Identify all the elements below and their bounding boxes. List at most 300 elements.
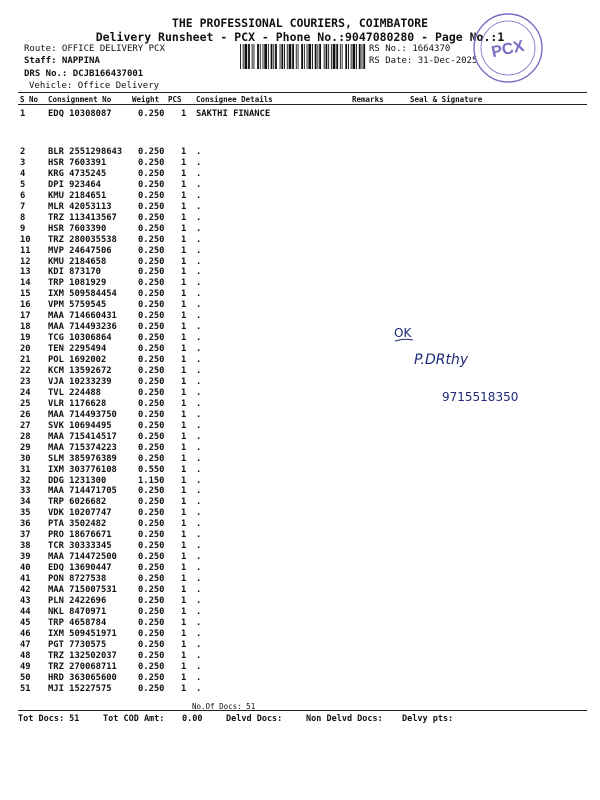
row-weight: 0.250 xyxy=(138,201,165,212)
row-sno: 31 xyxy=(20,464,31,475)
table-row xyxy=(0,344,600,355)
row-consignee-details: . xyxy=(196,256,202,267)
row-pcs: 1 xyxy=(181,639,187,650)
delvy-pts: Delvy pts: xyxy=(402,714,454,724)
table-row xyxy=(0,257,600,268)
row-sno: 46 xyxy=(20,628,31,639)
row-consignment-no: TEN 2295494 xyxy=(48,344,107,355)
row-pcs: 1 xyxy=(181,672,187,683)
row-consignee-details: . xyxy=(196,639,202,650)
row-consignee-details: . xyxy=(196,267,202,278)
row-consignee-details: . xyxy=(196,245,202,256)
row-sno: 39 xyxy=(20,552,31,563)
row-pcs: 1 xyxy=(181,398,187,409)
table-header-rule xyxy=(18,104,587,105)
table-row xyxy=(0,607,600,618)
pcx-stamp xyxy=(468,10,548,90)
table-row xyxy=(0,267,600,278)
tot-cod-value: 0.00 xyxy=(182,714,203,724)
row-weight: 0.250 xyxy=(138,661,165,672)
rs-date: RS Date: 31-Dec-2025 xyxy=(369,56,478,66)
row-consignee-details: . xyxy=(196,278,202,289)
table-bottom-rule xyxy=(18,710,587,711)
row-consignment-no: BLR 2551298643 xyxy=(48,147,123,157)
row-consignee-details: . xyxy=(196,333,202,344)
row-consignment-no: TRZ 132502037 xyxy=(48,650,117,661)
row-consignee-details: . xyxy=(196,344,202,355)
table-top-rule xyxy=(18,92,587,93)
row-consignee-details: . xyxy=(196,366,202,376)
row-sno: 34 xyxy=(20,497,31,508)
row-pcs: 1 xyxy=(181,409,187,420)
row-sno: 22 xyxy=(20,366,31,376)
row-weight: 0.250 xyxy=(138,190,165,201)
row-pcs: 1 xyxy=(181,234,187,245)
table-row xyxy=(0,552,600,563)
row-pcs: 1 xyxy=(181,541,187,552)
row-consignee-details: SAKTHI FINANCE xyxy=(196,109,271,119)
delvd-docs: Delvd Docs: xyxy=(226,714,283,724)
row-weight: 0.250 xyxy=(138,442,165,453)
row-weight: 0.250 xyxy=(138,147,165,157)
row-consignment-no: SLM 385976389 xyxy=(48,453,117,464)
route-label: Route: OFFICE DELIVERY PCX xyxy=(24,44,165,54)
row-consignee-details: . xyxy=(196,530,202,541)
row-consignment-no: MLR 42053113 xyxy=(48,201,112,212)
row-consignment-no: PRO 18676671 xyxy=(48,530,112,541)
row-consignment-no: TRP 1081929 xyxy=(48,278,107,289)
table-row xyxy=(0,574,600,585)
row-pcs: 1 xyxy=(181,147,187,157)
table-row xyxy=(0,224,600,235)
row-consignee-details: . xyxy=(196,508,202,519)
row-pcs: 1 xyxy=(181,366,187,376)
row-consignee-details: . xyxy=(196,650,202,661)
handwritten-ok: OK xyxy=(394,326,412,340)
col-pcs: PCS xyxy=(168,95,182,104)
row-pcs: 1 xyxy=(181,311,187,322)
table-row xyxy=(0,640,600,651)
row-consignee-details: . xyxy=(196,486,202,497)
row-weight: 0.250 xyxy=(138,672,165,683)
row-consignee-details: . xyxy=(196,453,202,464)
row-consignee-details: . xyxy=(196,168,202,179)
row-sno: 37 xyxy=(20,530,31,541)
col-consignment: Consignment No xyxy=(48,95,112,104)
row-weight: 0.250 xyxy=(138,650,165,661)
tot-cod-label: Tot COD Amt: xyxy=(103,714,165,724)
row-weight: 0.250 xyxy=(138,595,165,606)
row-pcs: 1 xyxy=(181,387,187,398)
table-row xyxy=(0,278,600,289)
row-weight: 0.250 xyxy=(138,398,165,409)
row-pcs: 1 xyxy=(181,322,187,333)
row-weight: 0.250 xyxy=(138,234,165,245)
row-weight: 0.250 xyxy=(138,179,165,190)
table-row xyxy=(0,169,600,180)
row-consignee-details: . xyxy=(196,223,202,234)
row-consignee-details: . xyxy=(196,617,202,628)
row-consignment-no: PON 8727538 xyxy=(48,574,107,585)
row-consignee-details: . xyxy=(196,212,202,223)
row-weight: 0.550 xyxy=(138,464,165,475)
non-delvd-docs: Non Delvd Docs: xyxy=(306,714,383,724)
row-consignment-no: SVK 10694495 xyxy=(48,420,112,431)
row-consignment-no: KRG 4735245 xyxy=(48,168,107,179)
row-consignment-no: KDI 873170 xyxy=(48,267,101,278)
row-consignment-no: TRZ 113413567 xyxy=(48,212,117,223)
row-pcs: 1 xyxy=(181,267,187,278)
table-row xyxy=(0,366,600,377)
row-pcs: 1 xyxy=(181,442,187,453)
table-row xyxy=(0,322,600,333)
row-pcs: 1 xyxy=(181,223,187,234)
row-consignment-no: TRZ 270068711 xyxy=(48,661,117,672)
row-consignee-details: . xyxy=(196,475,202,486)
row-consignee-details: . xyxy=(196,595,202,606)
row-weight: 0.250 xyxy=(138,212,165,223)
row-weight: 0.250 xyxy=(138,322,165,333)
row-consignment-no: VJA 10233239 xyxy=(48,376,112,387)
row-weight: 0.250 xyxy=(138,311,165,322)
row-consignee-details: . xyxy=(196,672,202,683)
tot-docs: Tot Docs: 51 xyxy=(18,714,80,724)
row-consignment-no: DPI 923464 xyxy=(48,179,101,190)
staff-label: Staff: NAPPINA xyxy=(24,56,100,66)
row-pcs: 1 xyxy=(181,344,187,355)
row-pcs: 1 xyxy=(181,376,187,387)
row-sno: 30 xyxy=(20,453,31,464)
row-consignment-no: TCR 30333345 xyxy=(48,541,112,552)
row-sno: 24 xyxy=(20,387,31,398)
row-pcs: 1 xyxy=(181,201,187,212)
row-consignment-no: HSR 7603390 xyxy=(48,223,107,234)
row-consignment-no: MAA 714660431 xyxy=(48,311,117,322)
table-row xyxy=(0,421,600,432)
row-pcs: 1 xyxy=(181,508,187,519)
table-row xyxy=(0,563,600,574)
row-pcs: 1 xyxy=(181,475,187,486)
row-pcs: 1 xyxy=(181,661,187,672)
row-weight: 0.250 xyxy=(138,157,165,168)
row-consignee-details: . xyxy=(196,398,202,409)
row-consignment-no: TVL 224488 xyxy=(48,387,101,398)
row-consignee-details: . xyxy=(196,563,202,574)
row-pcs: 1 xyxy=(181,212,187,223)
row-sno: 27 xyxy=(20,420,31,431)
table-row xyxy=(0,454,600,465)
row-weight: 0.250 xyxy=(138,453,165,464)
row-pcs: 1 xyxy=(181,464,187,475)
row-weight: 0.250 xyxy=(138,574,165,585)
row-sno: 20 xyxy=(20,344,31,355)
row-weight: 0.250 xyxy=(138,289,165,300)
row-sno: 16 xyxy=(20,300,31,311)
row-sno: 32 xyxy=(20,475,31,486)
no-of-docs: No.Of Docs: 51 xyxy=(192,702,256,711)
row-weight: 0.250 xyxy=(138,223,165,234)
row-sno: 10 xyxy=(20,234,31,245)
table-row xyxy=(0,432,600,443)
row-weight: 0.250 xyxy=(138,245,165,256)
table-row xyxy=(0,585,600,596)
row-consignee-details: . xyxy=(196,420,202,431)
row-sno: 13 xyxy=(20,267,31,278)
row-weight: 0.250 xyxy=(138,278,165,289)
row-consignee-details: . xyxy=(196,234,202,245)
table-row xyxy=(0,355,600,366)
row-sno: 6 xyxy=(20,190,26,201)
row-consignee-details: . xyxy=(196,442,202,453)
company-title: THE PROFESSIONAL COURIERS, COIMBATORE xyxy=(171,16,429,30)
row-consignment-no: MVP 24647506 xyxy=(48,245,112,256)
row-consignment-no: VPM 5759545 xyxy=(48,300,107,311)
row-pcs: 1 xyxy=(181,530,187,541)
row-sno: 40 xyxy=(20,563,31,574)
row-pcs: 1 xyxy=(181,563,187,574)
row-sno: 11 xyxy=(20,245,31,256)
row-sno: 42 xyxy=(20,585,31,595)
handwritten-signature: P.DRthy xyxy=(414,352,469,368)
row-sno: 41 xyxy=(20,574,31,585)
row-weight: 0.250 xyxy=(138,376,165,387)
row-weight: 0.250 xyxy=(138,497,165,508)
row-consignment-no: TRP 6026682 xyxy=(48,497,107,508)
row-consignee-details: . xyxy=(196,409,202,420)
row-consignee-details: . xyxy=(196,585,202,595)
row-consignee-details: . xyxy=(196,355,202,366)
table-row xyxy=(0,651,600,662)
row-consignment-no: MAA 714493750 xyxy=(48,409,117,420)
table-row xyxy=(0,476,600,487)
vehicle-label: Vehicle: Office Delivery xyxy=(29,81,160,91)
row-consignee-details: . xyxy=(196,190,202,201)
row-consignee-details: . xyxy=(196,289,202,300)
row-sno: 33 xyxy=(20,486,31,497)
row-weight: 0.250 xyxy=(138,486,165,497)
table-row xyxy=(0,213,600,224)
row-consignment-no: HRD 363065600 xyxy=(48,672,117,683)
row-consignment-no: HSR 7603391 xyxy=(48,157,107,168)
row-consignee-details: . xyxy=(196,431,202,442)
table-row xyxy=(0,311,600,322)
col-weight: Weight xyxy=(132,95,160,104)
row-consignee-details: . xyxy=(196,179,202,190)
row-sno: 47 xyxy=(20,639,31,650)
row-sno: 26 xyxy=(20,409,31,420)
table-row xyxy=(0,443,600,454)
row-sno: 36 xyxy=(20,519,31,530)
table-row xyxy=(0,333,600,344)
table-row xyxy=(0,465,600,476)
row-consignee-details: . xyxy=(196,606,202,617)
row-pcs: 1 xyxy=(181,179,187,190)
row-pcs: 1 xyxy=(181,606,187,617)
row-pcs: 1 xyxy=(181,289,187,300)
row-consignment-no: VDK 10207747 xyxy=(48,508,112,519)
row-weight: 0.250 xyxy=(138,355,165,366)
row-consignment-no: MAA 715007531 xyxy=(48,585,117,595)
row-weight: 0.250 xyxy=(138,300,165,311)
row-weight: 0.250 xyxy=(138,366,165,376)
row-sno: 15 xyxy=(20,289,31,300)
row-consignment-no: IXM 509451971 xyxy=(48,628,117,639)
row-pcs: 1 xyxy=(181,431,187,442)
row-pcs: 1 xyxy=(181,190,187,201)
row-pcs: 1 xyxy=(181,355,187,366)
table-row xyxy=(0,202,600,213)
table-row xyxy=(0,618,600,629)
row-consignee-details: . xyxy=(196,497,202,508)
row-sno: 5 xyxy=(20,179,26,190)
row-sno: 23 xyxy=(20,376,31,387)
row-consignee-details: . xyxy=(196,147,202,157)
row-sno: 45 xyxy=(20,617,31,628)
row-consignment-no: PLN 2422696 xyxy=(48,595,107,606)
row-pcs: 1 xyxy=(181,453,187,464)
row-pcs: 1 xyxy=(181,650,187,661)
row-sno: 28 xyxy=(20,431,31,442)
row-weight: 1.150 xyxy=(138,475,165,486)
handwritten-phone: 9715518350 xyxy=(442,390,519,404)
drs-number: DRS No.: DCJB166437001 xyxy=(24,69,144,79)
row-sno: 12 xyxy=(20,256,31,267)
row-weight: 0.250 xyxy=(138,420,165,431)
table-row xyxy=(0,497,600,508)
row-consignment-no: TCG 10306864 xyxy=(48,333,112,344)
row-consignment-no: POL 1692002 xyxy=(48,355,107,366)
row-weight: 0.250 xyxy=(138,519,165,530)
row-sno: 49 xyxy=(20,661,31,672)
row-consignment-no: EDQ 10308087 xyxy=(48,109,112,119)
row-pcs: 1 xyxy=(181,617,187,628)
row-consignment-no: TRP 4658784 xyxy=(48,617,107,628)
row-sno: 9 xyxy=(20,223,26,234)
row-consignment-no: MAA 714493236 xyxy=(48,322,117,333)
row-pcs: 1 xyxy=(181,278,187,289)
table-row xyxy=(0,662,600,673)
row-weight: 0.250 xyxy=(138,585,165,595)
row-consignment-no: MAA 714472500 xyxy=(48,552,117,563)
row-consignee-details: . xyxy=(196,311,202,322)
row-weight: 0.250 xyxy=(138,530,165,541)
row-sno: 38 xyxy=(20,541,31,552)
table-row xyxy=(0,541,600,552)
row-consignee-details: . xyxy=(196,157,202,168)
row-sno: 19 xyxy=(20,333,31,344)
row-weight: 0.250 xyxy=(138,431,165,442)
row-sno: 50 xyxy=(20,672,31,683)
runsheet-title: Delivery Runsheet - PCX - Phone No.:9047080280 - Page No.:1 xyxy=(95,30,505,44)
col-seal: Seal & Signature xyxy=(410,95,483,104)
table-row xyxy=(0,147,600,158)
row-sno: 7 xyxy=(20,201,26,212)
row-pcs: 1 xyxy=(181,628,187,639)
row-consignment-no: KMU 2184658 xyxy=(48,256,107,267)
row-weight: 0.250 xyxy=(138,508,165,519)
table-row xyxy=(0,673,600,684)
row-sno: 21 xyxy=(20,355,31,366)
table-row xyxy=(0,486,600,497)
row-consignee-details: . xyxy=(196,519,202,530)
table-row xyxy=(0,519,600,530)
row-weight: 0.250 xyxy=(138,639,165,650)
row-weight: 0.250 xyxy=(138,617,165,628)
row-pcs: 1 xyxy=(181,168,187,179)
row-pcs: 1 xyxy=(181,552,187,563)
row-pcs: 1 xyxy=(181,683,187,694)
row-consignment-no: PGT 7730575 xyxy=(48,639,107,650)
table-row xyxy=(0,158,600,169)
row-consignee-details: . xyxy=(196,464,202,475)
row-sno: 29 xyxy=(20,442,31,453)
row-consignment-no: IXM 509584454 xyxy=(48,289,117,300)
row-consignee-details: . xyxy=(196,661,202,672)
row-pcs: 1 xyxy=(181,574,187,585)
rs-number: RS No.: 1664370 xyxy=(369,44,451,54)
row-sno: 44 xyxy=(20,606,31,617)
row-sno: 35 xyxy=(20,508,31,519)
row-pcs: 1 xyxy=(181,585,187,595)
row-consignment-no: NKL 8470971 xyxy=(48,606,107,617)
table-row xyxy=(0,508,600,519)
row-consignee-details: . xyxy=(196,300,202,311)
table-row xyxy=(0,377,600,388)
row-weight: 0.250 xyxy=(138,563,165,574)
row-consignee-details: . xyxy=(196,376,202,387)
table-row xyxy=(0,410,600,421)
table-row xyxy=(0,300,600,311)
row-consignment-no: MAA 715374223 xyxy=(48,442,117,453)
row-consignment-no: KMU 2184651 xyxy=(48,190,107,201)
table-row xyxy=(0,191,600,202)
barcode xyxy=(240,44,366,69)
row-consignment-no: PTA 3502482 xyxy=(48,519,107,530)
row-consignee-details: . xyxy=(196,552,202,563)
row-weight: 0.250 xyxy=(138,628,165,639)
row-consignment-no: IXM 303776108 xyxy=(48,464,117,475)
row-pcs: 1 xyxy=(181,333,187,344)
row-consignee-details: . xyxy=(196,387,202,398)
row-sno: 2 xyxy=(20,147,26,157)
table-row xyxy=(0,109,600,120)
row-consignee-details: . xyxy=(196,574,202,585)
row-weight: 0.250 xyxy=(138,552,165,563)
row-pcs: 1 xyxy=(181,519,187,530)
row-consignment-no: TRZ 280035538 xyxy=(48,234,117,245)
row-consignee-details: . xyxy=(196,201,202,212)
row-weight: 0.250 xyxy=(138,344,165,355)
table-row xyxy=(0,235,600,246)
table-row xyxy=(0,180,600,191)
table-row xyxy=(0,530,600,541)
row-pcs: 1 xyxy=(181,109,187,119)
row-weight: 0.250 xyxy=(138,267,165,278)
row-weight: 0.250 xyxy=(138,387,165,398)
row-sno: 8 xyxy=(20,212,26,223)
row-pcs: 1 xyxy=(181,486,187,497)
row-pcs: 1 xyxy=(181,595,187,606)
row-pcs: 1 xyxy=(181,245,187,256)
table-row xyxy=(0,596,600,607)
row-pcs: 1 xyxy=(181,256,187,267)
row-sno: 14 xyxy=(20,278,31,289)
svg-text:PCX: PCX xyxy=(490,37,526,62)
table-row xyxy=(0,289,600,300)
row-weight: 0.250 xyxy=(138,409,165,420)
row-sno: 4 xyxy=(20,168,26,179)
row-sno: 25 xyxy=(20,398,31,409)
